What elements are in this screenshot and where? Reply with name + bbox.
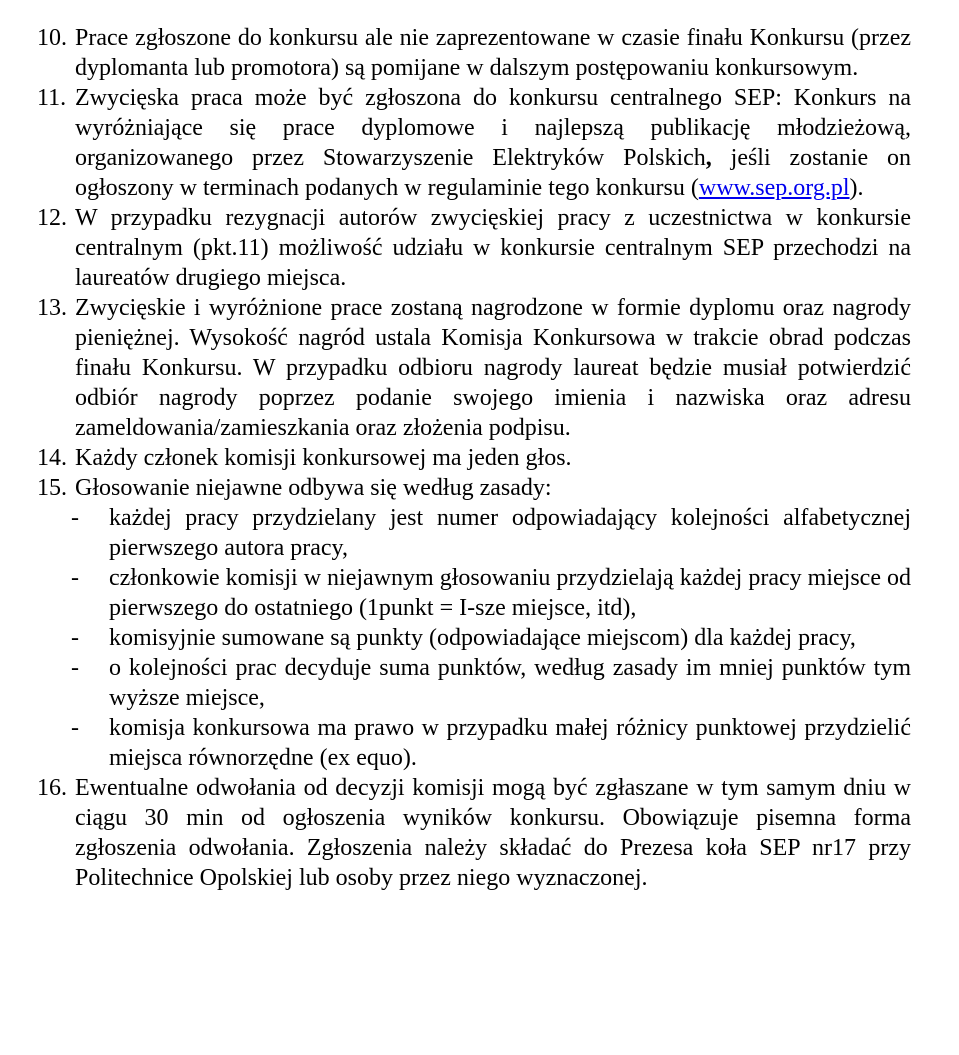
item-text: Głosowanie niejawne odbywa się według zasady:	[75, 475, 552, 501]
item-text: W przypadku rezygnacji autorów zwycięskiej pracy z uczestnictwa w konkursie centralnym (pkt.11) możliwość udziału w konkursie centralnym SEP przechodzi na laureatów drugiego miejsca.	[75, 205, 911, 291]
sub-list-item	[37, 713, 911, 773]
item-number: 10.	[37, 25, 67, 51]
dash-bullet: -	[71, 715, 79, 741]
item-text: Ewentualne odwołania od decyzji komisji mogą być zgłaszane w tym samym dniu w ciągu 30 min od ogłoszenia wyników konkursu. Obowiązuje pisemna forma zgłoszenia odwołania. Zgłoszenia należy składać do Prezesa koła SEP nr17 przy Politechnice Opolskiej lub osoby przez niego wyznaczonej.	[75, 775, 911, 891]
rule-item-11	[37, 83, 911, 203]
item-text: Zwycięskie i wyróżnione prace zostaną nagrodzone w formie dyplomu oraz nagrody pieniężnej. Wysokość nagród ustala Komisja Konkursowa w trakcie obrad podczas finału Konkursu. W przypadku odbioru nagrody laureat będzie musiał potwierdzić odbiór nagrody poprzez podanie swojego imienia i nazwiska oraz adresu zameldowania/zamieszkania oraz złożenia podpisu.	[75, 295, 911, 441]
dash-bullet: -	[71, 655, 79, 681]
item-text-part: ).	[849, 175, 864, 201]
item-number: 13.	[37, 295, 67, 321]
sub-list-item	[37, 653, 911, 713]
item-text: Prace zgłoszone do konkursu ale nie zaprezentowane w czasie finału Konkursu (przez dyplomanta lub promotora) są pomijane w dalszym postępowaniu konkursowym.	[75, 25, 911, 81]
sep-website-link[interactable]: www.sep.org.pl	[698, 175, 850, 201]
sub-item-text: każdej pracy przydzielany jest numer odpowiadający kolejności alfabetycznej pierwszego autora pracy,	[109, 505, 911, 561]
dash-bullet: -	[71, 625, 79, 651]
item-number: 16.	[37, 775, 67, 801]
rule-item-13	[37, 293, 911, 443]
item-text-part: jeśli zostanie on ogłoszony w terminach podanych w regulaminie tego konkursu (	[75, 145, 911, 201]
item-text	[75, 83, 911, 203]
sub-item-text: komisyjnie sumowane są punkty (odpowiadające miejscom) dla każdej pracy,	[109, 625, 856, 651]
item-text-part: Zwycięska praca może być zgłoszona do konkursu centralnego SEP: Konkurs na wyróżniające się prace dyplomowe i najlepszą publikację młodzieżową, organizowanego przez Stowarzyszenie Elektryków Polskich	[75, 85, 911, 171]
sub-list-item	[37, 563, 911, 623]
sub-list-item	[37, 503, 911, 563]
item-number: 11.	[37, 85, 67, 111]
document-page	[37, 23, 911, 893]
rule-item-15	[37, 473, 911, 503]
item-text: Każdy członek komisji konkursowej ma jeden głos.	[75, 445, 572, 471]
rule-item-16	[37, 773, 911, 893]
dash-bullet: -	[71, 565, 79, 591]
sub-list-item	[37, 623, 911, 653]
sub-item-text: członkowie komisji w niejawnym głosowaniu przydzielają każdej pracy miejsce od pierwszego do ostatniego (1punkt = I-sze miejsce, itd),	[109, 565, 911, 621]
sub-item-text: o kolejności prac decyduje suma punktów, według zasady im mniej punktów tym wyższe miejsce,	[109, 655, 911, 711]
rule-item-10	[37, 23, 911, 83]
item-number: 14.	[37, 445, 67, 471]
rule-item-14	[37, 443, 911, 473]
rule-item-12	[37, 203, 911, 293]
dash-bullet: -	[71, 505, 79, 531]
bold-comma: ,	[705, 145, 712, 171]
sub-item-text: komisja konkursowa ma prawo w przypadku małej różnicy punktowej przydzielić miejsca równorzędne (ex equo).	[109, 715, 911, 771]
item-number: 15.	[37, 475, 67, 501]
item-number: 12.	[37, 205, 67, 231]
